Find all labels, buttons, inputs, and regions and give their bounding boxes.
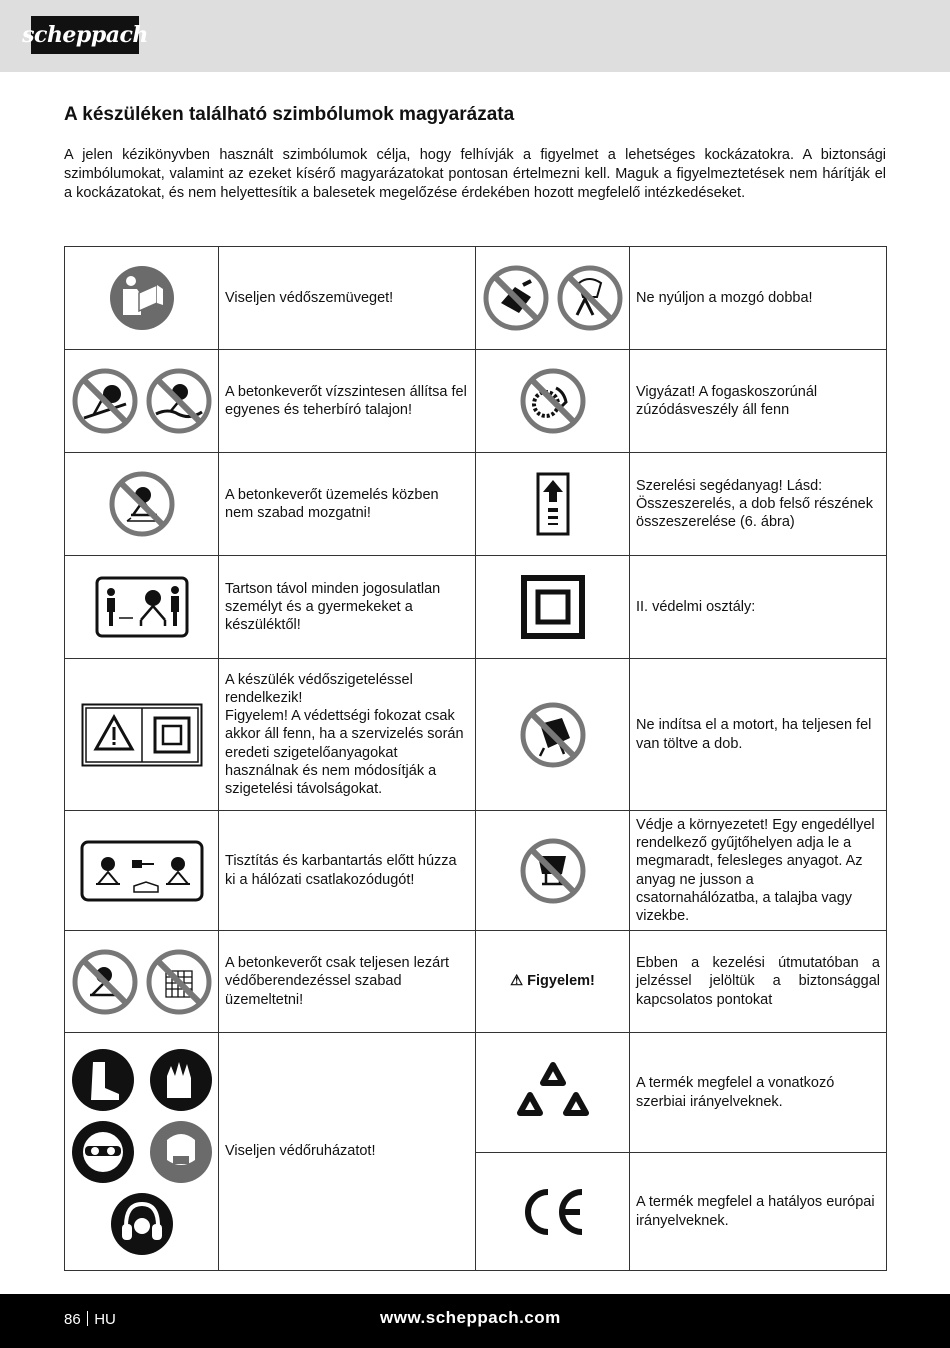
- table-row: [65, 811, 887, 931]
- safety-boots-icon: [71, 1048, 135, 1112]
- protection-class-2-icon: [521, 575, 585, 639]
- dust-mask-icon: [149, 1120, 213, 1184]
- footer-bar: [0, 1294, 950, 1348]
- symbol-text: Ne nyúljon a mozgó dobba!: [630, 247, 887, 350]
- safety-gloves-icon: [149, 1048, 213, 1112]
- ear-protection-icon: [110, 1192, 174, 1256]
- unplug-before-maintenance-icon: [80, 840, 204, 902]
- symbol-text: Szerelési segédanyag! Lásd: Összeszerelés, a dob felső részének összeszerelése (6. ábra): [630, 453, 887, 556]
- insulation-line-2: Figyelem! A védettségi fokozat csak akkor áll fenn, ha a szervizelés során eredeti szigetelőanyagokat használnak és nem módosítják a szigetelési távolságokat.: [225, 708, 464, 797]
- insulation-line-1: A készülék védőszigeteléssel rendelkezik!: [225, 671, 413, 706]
- table-row: [65, 350, 887, 453]
- symbol-cell: [476, 1033, 630, 1153]
- symbol-cell: [65, 247, 219, 350]
- scheppach-logo: scheppach: [31, 16, 139, 54]
- no-tilted-ground-icon: [72, 368, 138, 434]
- no-gear-crush-icon: [520, 368, 586, 434]
- safety-goggles-icon: [71, 1120, 135, 1184]
- separator: [87, 1311, 89, 1326]
- symbol-cell: [476, 811, 630, 931]
- table-row: [65, 556, 887, 659]
- symbol-cell: [65, 453, 219, 556]
- warning-double-insulation-icon: [81, 703, 203, 767]
- no-missing-grid-icon: [146, 949, 212, 1015]
- symbol-cell: [476, 931, 630, 1033]
- no-hands-in-drum-icon: [483, 265, 549, 331]
- symbol-cell: [476, 556, 630, 659]
- symbol-text: A termék megfelel a vonatkozó szerbiai irányelveknek.: [630, 1033, 887, 1153]
- symbol-text: II. védelmi osztály:: [630, 556, 887, 659]
- serbian-conformity-icon: [516, 1061, 590, 1125]
- symbol-cell: [65, 931, 219, 1033]
- symbol-text: Viseljen védőszemüveget!: [219, 247, 476, 350]
- symbol-text: A betonkeverőt csak teljesen lezárt védőberendezéssel szabad üzemeltetni!: [219, 931, 476, 1033]
- symbol-cell: [65, 659, 219, 811]
- warning-label: ⚠ Figyelem!: [510, 973, 595, 990]
- page-number: [64, 1311, 116, 1328]
- symbol-cell: [65, 1033, 219, 1271]
- symbol-text: A termék megfelel a hatályos európai irányelveknek.: [630, 1153, 887, 1271]
- no-moving-mixer-icon: [109, 471, 175, 537]
- symbol-table: [64, 246, 887, 1271]
- symbol-text: Vigyázat! A fogaskoszorúnál zúzódásveszély áll fenn: [630, 350, 887, 453]
- page-title: A készüléken található szimbólumok magyarázata: [64, 104, 515, 125]
- symbol-cell: [476, 350, 630, 453]
- symbol-text: Védje a környezetet! Egy engedéllyel rendelkező gyűjtőhelyen adja le a megmaradt, felesleges anyagot. Az anyag ne jusson a csatornahálózatba, a talajba vagy vizekbe.: [630, 811, 887, 931]
- assembly-aid-icon: [536, 472, 570, 536]
- symbol-cell: [476, 1153, 630, 1271]
- symbol-cell: [476, 247, 630, 350]
- header-bar: [0, 0, 950, 72]
- symbol-text: Tisztítás és karbantartás előtt húzza ki a hálózati csatlakozódugót!: [219, 811, 476, 931]
- read-manual-icon: [109, 265, 175, 331]
- symbol-text: Tartson távol minden jogosulatlan személyt és a gyermekeket a készüléktől!: [219, 556, 476, 659]
- symbol-text: A betonkeverőt vízszintesen állítsa fel egyenes és teherbíró talajon!: [219, 350, 476, 453]
- no-start-when-full-icon: [520, 702, 586, 768]
- language-code: HU: [94, 1311, 116, 1328]
- symbol-text: Ne indítsa el a motort, ha teljesen fel van töltve a dob.: [630, 659, 887, 811]
- table-row: [65, 1033, 887, 1153]
- no-open-guard-icon: [72, 949, 138, 1015]
- page-number-value: 86: [64, 1311, 81, 1328]
- symbol-cell: [65, 556, 219, 659]
- website-url: www.scheppach.com: [380, 1308, 561, 1327]
- no-uneven-ground-icon: [146, 368, 212, 434]
- table-row: [65, 931, 887, 1033]
- ce-mark-icon: [518, 1186, 588, 1238]
- intro-paragraph: A jelen kézikönyvben használt szimbólumok célja, hogy felhívják a figyelmet a lehetséges kockázatokra. A biztonsági szimbólumokat, valamint az ezeket kísérő magyarázatokat pontosan értelmezni kell. Maguk a figyelmeztetések nem hárítják el a kockázatokat, és nem helyettesítik a balesetek megelőzése érdekében hozott megfelelő intézkedéseket.: [64, 147, 886, 201]
- symbol-cell: [476, 659, 630, 811]
- symbol-cell: [65, 811, 219, 931]
- table-row: [65, 247, 887, 350]
- table-row: [65, 659, 887, 811]
- no-reach-into-drum-icon: [557, 265, 623, 331]
- symbol-cell: [476, 453, 630, 556]
- no-dumping-icon: [520, 838, 586, 904]
- table-row: [65, 453, 887, 556]
- keep-people-away-icon: [95, 576, 189, 638]
- symbol-text: A betonkeverőt üzemelés közben nem szabad mozgatni!: [219, 453, 476, 556]
- symbol-cell: [65, 350, 219, 453]
- symbol-text: Ebben a kezelési útmutatóban a jelzéssel jelöltük a biztonsággal kapcsolatos pontokat: [630, 931, 887, 1033]
- symbol-text: [219, 659, 476, 811]
- symbol-text: Viseljen védőruházatot!: [219, 1033, 476, 1271]
